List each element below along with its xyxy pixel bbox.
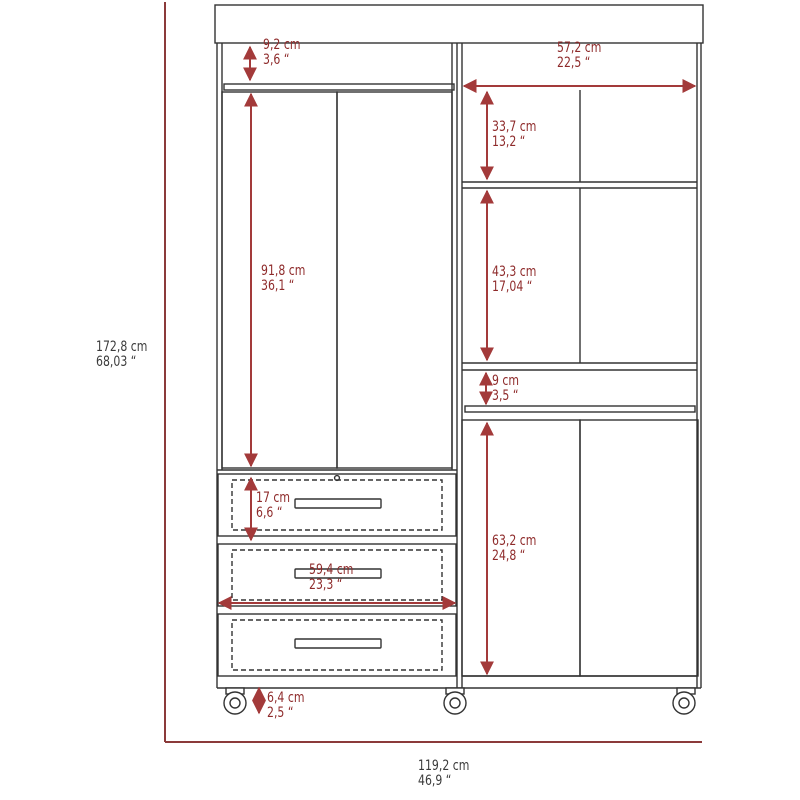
label-drawer-height: 17 cm 6,6 “ xyxy=(256,490,291,521)
label-drawer-width: 59,4 cm 23,3 “ xyxy=(309,562,354,593)
drawer-3 xyxy=(218,614,456,676)
label-right-rod-gap: 9 cm 3,5 “ xyxy=(492,373,520,404)
left-hanging-rod xyxy=(224,84,454,90)
label-right-top-shelf: 33,7 cm 13,2 “ xyxy=(492,119,537,150)
label-right-hanging-height: 63,2 cm 24,8 “ xyxy=(492,533,537,564)
right-door-2 xyxy=(580,420,698,676)
label-overall-height: 172,8 cm 68,03 “ xyxy=(96,339,148,370)
caster-2 xyxy=(444,688,466,714)
label-right-width: 57,2 cm 22,5 “ xyxy=(557,40,602,71)
drawer-1 xyxy=(218,474,456,536)
label-overall-width: 119,2 cm 46,9 “ xyxy=(418,758,470,789)
drawer-1-handle xyxy=(295,499,381,508)
overall-guides xyxy=(165,2,702,742)
wardrobe xyxy=(215,5,703,688)
label-left-hanging-height: 91,8 cm 36,1 “ xyxy=(261,263,306,294)
caster-3 xyxy=(673,688,695,714)
left-door-2 xyxy=(337,92,452,468)
right-hanging-rod xyxy=(465,406,695,412)
caster-1 xyxy=(224,688,246,714)
label-right-middle-shelf: 43,3 cm 17,04 “ xyxy=(492,264,537,295)
label-caster-height: 6,4 cm 2,5 “ xyxy=(267,690,305,721)
drawer-3-handle xyxy=(295,639,381,648)
label-left-top-gap: 9,2 cm 3,6 “ xyxy=(263,37,301,68)
